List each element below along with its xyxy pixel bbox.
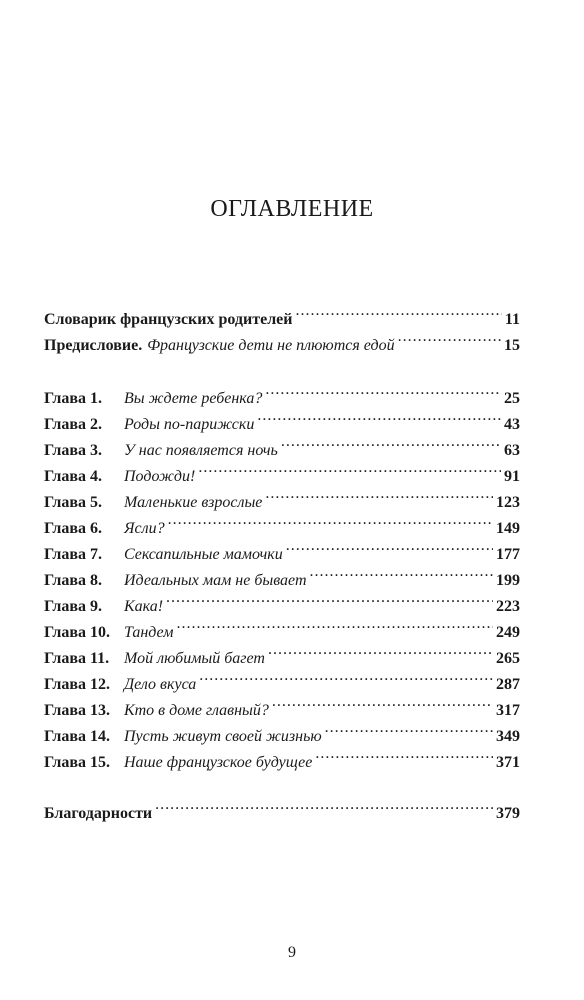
chapter-label: Глава 4. [44, 468, 102, 485]
chapter-page: 223 [496, 598, 520, 615]
chapter-title: Сексапильные мамочки [124, 546, 283, 563]
toc-front-matter [44, 298, 520, 354]
chapter-title: Наше французское будущее [124, 754, 313, 771]
chapter-label: Глава 6. [44, 520, 102, 537]
toc-back-matter [44, 792, 520, 822]
toc-leader-dots [155, 792, 493, 818]
chapter-page: 91 [504, 468, 520, 485]
chapter-title: Подожди! [124, 468, 196, 485]
chapter-label: Глава 11. [44, 650, 110, 667]
chapter-title: Мой любимый багет [124, 650, 265, 667]
chapter-label: Глава 2. [44, 416, 102, 433]
chapter-label: Глава 5. [44, 494, 102, 511]
toc-entry-page: 15 [504, 337, 520, 354]
chapter-label: Глава 1. [44, 390, 102, 407]
toc-leader-dots [198, 455, 501, 481]
chapter-page: 265 [496, 650, 520, 667]
chapter-page: 287 [496, 676, 520, 693]
toc-leader-dots [325, 715, 493, 741]
chapter-label: Глава 12. [44, 676, 110, 693]
chapter-page: 317 [496, 702, 520, 719]
toc-chapter-list [44, 377, 520, 771]
chapter-title: Кака! [124, 598, 164, 615]
chapter-page: 249 [496, 624, 520, 641]
toc-leader-dots [265, 377, 501, 403]
toc-leader-dots [272, 689, 493, 715]
chapter-label: Глава 8. [44, 572, 102, 589]
chapter-label: Глава 9. [44, 598, 102, 615]
chapter-title: Идеальных мам не бывает [124, 572, 307, 589]
toc-entry-page: 11 [504, 311, 520, 328]
toc-leader-dots [286, 533, 493, 559]
toc-entry-label: Предисловие. [44, 337, 143, 354]
toc-entry-label: Благодарности [44, 805, 153, 822]
toc-entry-title: Французские дети не плюются едой [147, 337, 395, 354]
chapter-label: Глава 14. [44, 728, 110, 745]
chapter-title: У нас появляется ночь [124, 442, 278, 459]
chapter-label: Глава 10. [44, 624, 110, 641]
toc-leader-dots [166, 585, 493, 611]
toc-entry [44, 792, 520, 822]
chapter-page: 123 [496, 494, 520, 511]
chapter-title: Кто в доме главный? [124, 702, 269, 719]
chapter-title: Маленькие взрослые [124, 494, 263, 511]
toc-leader-dots [168, 507, 493, 533]
chapter-label: Глава 7. [44, 546, 102, 563]
toc-entry-page: 379 [496, 805, 520, 822]
chapter-page: 177 [496, 546, 520, 563]
chapter-title: Пусть живут своей жизнью [124, 728, 322, 745]
chapter-page: 25 [504, 390, 520, 407]
chapter-page: 149 [496, 520, 520, 537]
toc-title: ОГЛАВЛЕНИЕ [210, 196, 374, 222]
toc-entry [44, 298, 520, 328]
chapter-label: Глава 15. [44, 754, 110, 771]
chapter-page: 199 [496, 572, 520, 589]
toc-entry-label: Словарик французских родителей [44, 311, 293, 328]
toc-chapter-entry [44, 377, 520, 407]
toc-leader-dots [176, 611, 493, 637]
chapter-title: Тандем [124, 624, 174, 641]
toc-leader-dots [281, 429, 501, 455]
toc-leader-dots [268, 637, 493, 663]
chapter-title: Ясли? [124, 520, 165, 537]
toc-leader-dots [310, 559, 494, 585]
chapter-title: Вы ждете ребенка? [124, 390, 263, 407]
toc-leader-dots [199, 663, 493, 689]
toc-leader-dots [257, 403, 501, 429]
chapter-label: Глава 13. [44, 702, 110, 719]
page-number: 9 [288, 944, 296, 961]
chapter-title: Дело вкуса [124, 676, 197, 693]
chapter-page: 63 [504, 442, 520, 459]
toc-leader-dots [398, 324, 501, 350]
toc-leader-dots [296, 298, 502, 324]
chapter-title: Роды по-парижски [124, 416, 255, 433]
chapter-page: 349 [496, 728, 520, 745]
toc-leader-dots [265, 481, 493, 507]
chapter-page: 43 [504, 416, 520, 433]
chapter-page: 371 [496, 754, 520, 771]
chapter-label: Глава 3. [44, 442, 102, 459]
toc-leader-dots [315, 741, 493, 767]
